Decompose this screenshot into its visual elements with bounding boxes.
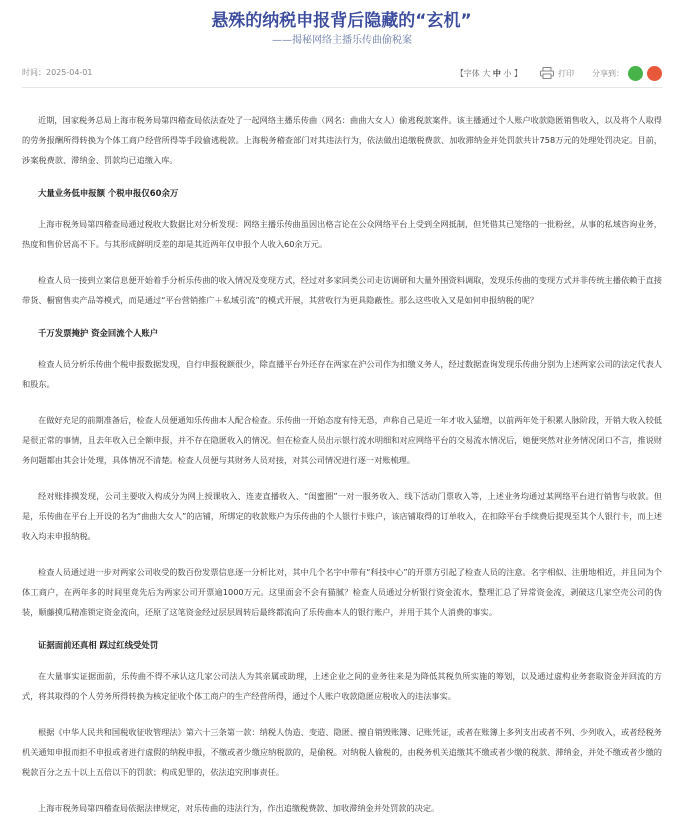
font-size-small-button[interactable]: 小: [503, 68, 512, 78]
section-heading: 大量业务低申报额 个税申报仅60余万: [38, 188, 179, 198]
font-size-medium-button[interactable]: 中: [492, 68, 501, 78]
article-tools: [456, 64, 662, 82]
font-size-control: [456, 68, 522, 79]
paragraph: 检查人员通过进一步对两家公司收受的数百份发票信息逐一分析比对，其中几个名字中带有“科技中心”的开票方引起了检查人员的注意。名字相似、注册地相近，并且同为个体工商户，在两年多的时间里竟先后为两家公司开票逾1000万元。这里面会不会有猫腻？检查人员通过分析银行资金流水，整理汇总了异常资金流，剥破这几家空壳公司的伪装，顺藤摸瓜精准锁定资金流向，还原了这笔资金经过层层周转后最终都流向了乐传曲本人的银行账户，并用于其个人消费的事实。: [22, 567, 662, 617]
paragraph: 在大量事实证据面前，乐传曲不得不承认这几家公司法人为其亲属或助理，上述企业之间的业务往来是为降低其税负所实施的筹划，以及通过虚构业务套取资金并回流的方式，将其取得的个人劳务所得转换为核定征收个体工商户的生产经营所得，通过个人账户收款隐匿应税收入的违法事实。: [22, 671, 662, 701]
paragraph: 上海市税务局第四稽查局通过税收大数据比对分析发现：网络主播乐传曲虽因出格言论在公众网络平台上受到全网抵制，但凭借其已笼络的一批粉丝，从事的私域咨询业务，热度和售价居高不下。与其形成鲜明反差的却是其近两年仅申报个人收入60余万元。: [22, 219, 662, 249]
weibo-share-icon[interactable]: [647, 66, 662, 81]
paragraph: 检查人员一接到立案信息便开始着手分析乐传曲的收入情况及变现方式，经过对多家同类公司走访调研和大量外围资料调取，发现乐传曲的变现方式并非传统主播依赖于直接带货、橱窗售卖产品等模式，而是通过“平台营销推广＋私域引流”的模式开展，其营收行为更具隐蔽性。那么这些收入又是如何申报纳税的呢？: [22, 275, 662, 305]
printer-icon[interactable]: [540, 67, 554, 79]
section-heading: 证据面前还真相 踩过红线受处罚: [38, 640, 159, 650]
paragraph: 经对账排摸发现，公司主要收入构成分为网上授课收入、连麦直播收入、“闺蜜圈”一对一服务收入、线下活动门票收入等，上述业务均通过某网络平台进行销售与收款。但是，乐传曲在平台上开设的名为“曲曲大女人”的店铺，所绑定的收款账户为乐传曲的个人银行卡账户，该店铺取得的订单收入，在扣除平台手续费后提现至其个人银行卡，而上述收入均未申报纳税。: [22, 491, 662, 541]
font-size-large-button[interactable]: 大: [482, 68, 491, 78]
share-label: 分享到：: [592, 68, 624, 78]
paragraph: 上海市税务局第四稽查局依据法律规定，对乐传曲的违法行为，作出追缴税费款、加收滞纳金并处罚款的决定。: [38, 803, 440, 813]
wechat-share-icon[interactable]: [628, 66, 643, 81]
meta-divider: [22, 87, 662, 88]
print-link[interactable]: 打印: [558, 68, 574, 78]
publish-time: 时间：2025-04-01: [22, 68, 93, 77]
paragraph: 根据《中华人民共和国税收征收管理法》第六十三条第一款：纳税人伪造、变造、隐匿、擅自销毁账簿、记账凭证，或者在账簿上多列支出或者不列、少列收入，或者经税务机关通知申报而拒不申报或者进行虚假的纳税申报，不缴或者少缴应纳税款的，是偷税。对纳税人偷税的，由税务机关追缴其不缴或者少缴的税款、滞纳金，并处不缴或者少缴的税款百分之五十以上五倍以下的罚款；构成犯罪的，依法追究刑事责任。: [22, 727, 662, 777]
font-size-close-bracket: 】: [514, 68, 522, 78]
article-meta-bar: [22, 64, 662, 82]
paragraph: 在做好充足的前期准备后，检查人员便通知乐传曲本人配合检查。乐传曲一开始态度有恃无恐，声称自己是近一年才收入猛增，以前两年处于积累人脉阶段，开销大收入较低是很正常的事情，且去年收入已全额申报，并不存在隐匿收入的情况。但在检查人员出示银行流水明细和对应网络平台的交易流水情况后，她便突然对业务情况闭口不言，推说财务问题都由其会计处理，具体情况不清楚。检查人员便与其财务人员对接，对其公司情况进行逐一对账梳理。: [22, 415, 662, 465]
article-subtitle: ——揭秘网络主播乐传曲偷税案: [272, 35, 412, 46]
section-heading: 千万发票掩护 资金回流个人账户: [38, 328, 159, 338]
paragraph: 近期，国家税务总局上海市税务局第四稽查局依法查处了一起网络主播乐传曲（网名：曲曲大女人）偷逃税款案件。该主播通过个人账户收款隐匿销售收入，以及将个人取得的劳务报酬所得转换为个体工商户经营所得等手段偷逃税款。上海税务稽查部门对其违法行为，依法做出追缴税费款、加收滞纳金并处罚款共计758万元的处理处罚决定。目前，涉案税费款、滞纳金、罚款均已追缴入库。: [22, 115, 662, 165]
font-size-label: 【字体: [455, 68, 480, 78]
article-title: 悬殊的纳税申报背后隐藏的“玄机”: [211, 11, 472, 31]
article-body: [22, 110, 662, 834]
paragraph: 检查人员分析乐传曲个税申报数据发现，自行申报税额很少，除直播平台外还存在两家在沪公司作为扣缴义务人，经过数据查询发现乐传曲分别为上述两家公司的法定代表人和股东。: [22, 359, 662, 389]
